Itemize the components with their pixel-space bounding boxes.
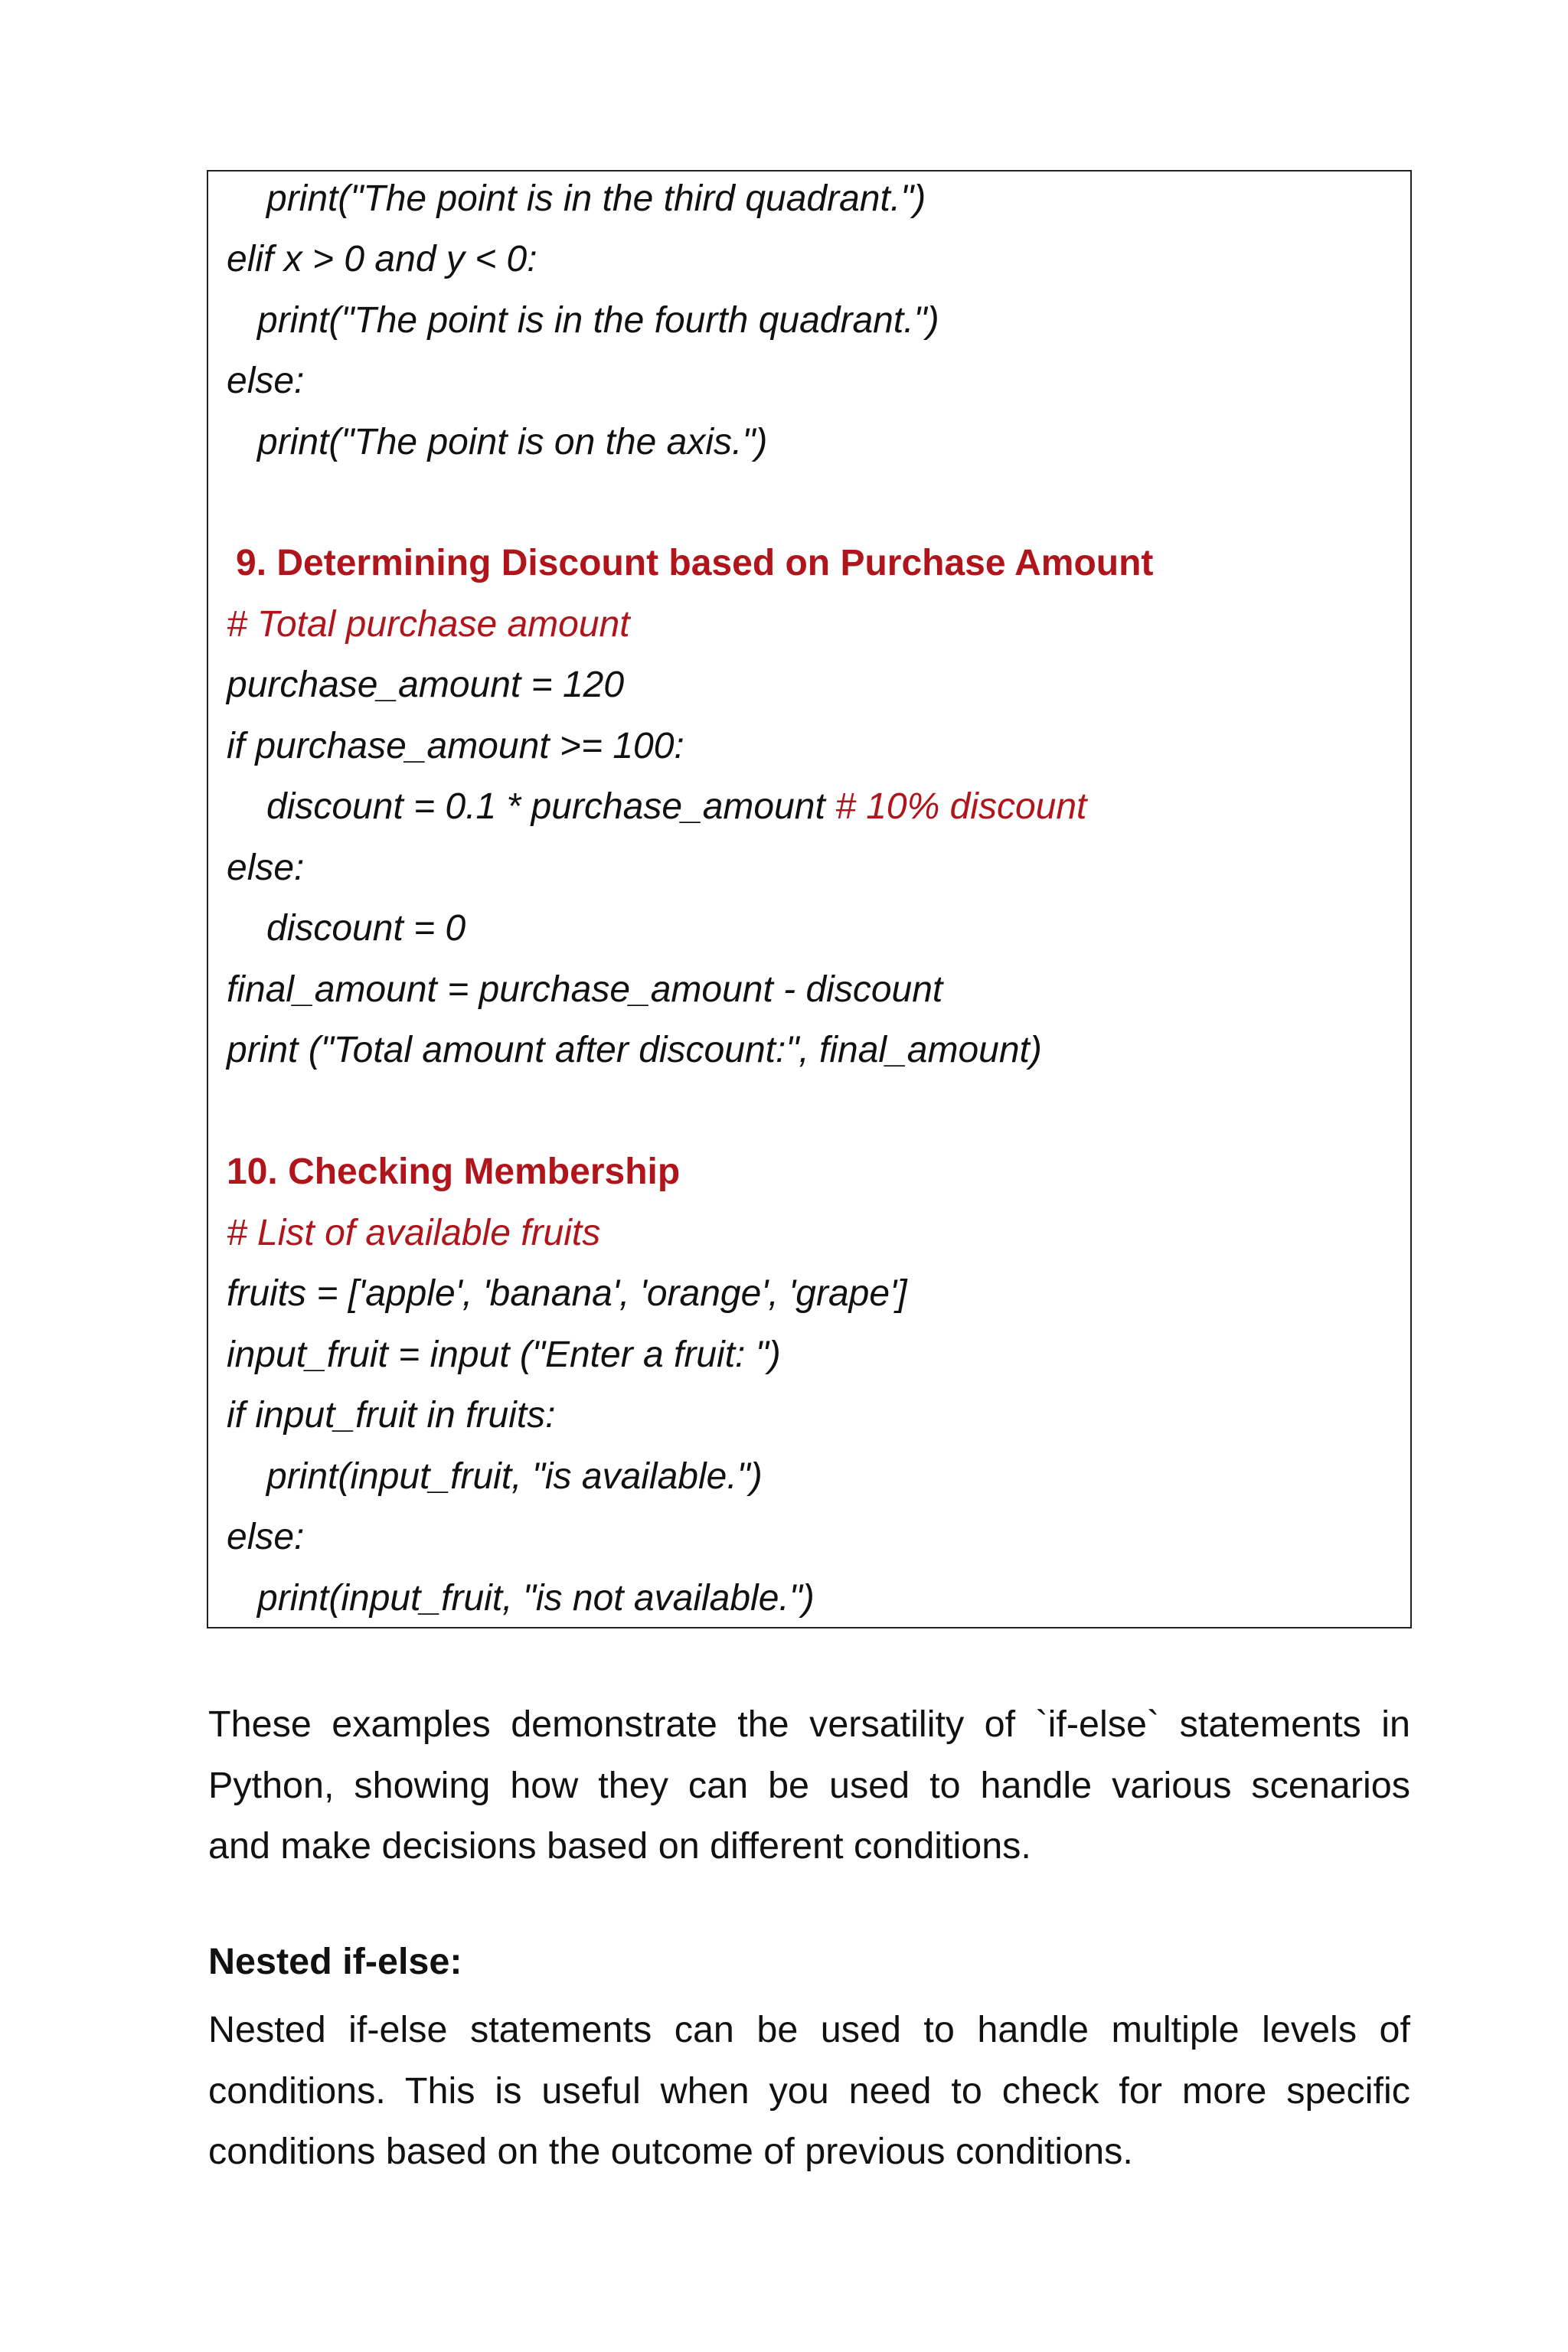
paragraph-line: and make decisions based on different conditions. bbox=[208, 1825, 1031, 1867]
code-comment: # Total purchase amount bbox=[227, 604, 630, 645]
code-line: if input_fruit in fruits: bbox=[227, 1395, 556, 1436]
paragraph-line: Nested if-else statements can be used to handle multiple levels of bbox=[208, 2009, 1410, 2050]
code-line: final_amount = purchase_amount - discount bbox=[227, 969, 943, 1010]
code-line: else: bbox=[227, 361, 305, 401]
nested-paragraph bbox=[208, 2000, 1410, 2183]
inline-comment: # 10% discount bbox=[835, 786, 1087, 827]
section-heading: 9. Determining Discount based on Purchase Amount bbox=[236, 543, 1154, 583]
paragraph-line: These examples demonstrate the versatility of `if-else` statements in bbox=[208, 1704, 1410, 1745]
code-line: print(input_fruit, "is not available.") bbox=[257, 1578, 815, 1619]
nested-heading: Nested if-else: bbox=[208, 1941, 462, 1982]
code-line: if purchase_amount >= 100: bbox=[227, 726, 684, 766]
code-line: print("The point is in the fourth quadrant.") bbox=[257, 300, 939, 341]
code-comment: # List of available fruits bbox=[227, 1213, 601, 1253]
code-line: discount = 0 bbox=[266, 908, 466, 949]
paragraph-line: conditions. This is useful when you need to check for more specific bbox=[208, 2069, 1410, 2112]
section-heading: 10. Checking Membership bbox=[227, 1152, 681, 1192]
paragraph-line: conditions based on the outcome of previous conditions. bbox=[208, 2131, 1133, 2172]
code-line: print(input_fruit, "is available.") bbox=[266, 1456, 763, 1497]
code-line: print ("Total amount after discount:", final_amount) bbox=[227, 1030, 1042, 1070]
summary-paragraph bbox=[208, 1694, 1410, 1877]
code-line: print("The point is in the third quadrant.") bbox=[266, 178, 926, 219]
code-line: elif x > 0 and y < 0: bbox=[227, 239, 537, 279]
code-text: discount = 0.1 * purchase_amount bbox=[266, 786, 825, 827]
code-line: purchase_amount = 120 bbox=[227, 665, 625, 705]
code-line bbox=[266, 784, 1086, 830]
paragraph-line: Python, showing how they can be used to handle various scenarios bbox=[208, 1764, 1410, 1806]
code-line: fruits = ['apple', 'banana', 'orange', 'grape'] bbox=[227, 1273, 907, 1314]
code-line: input_fruit = input ("Enter a fruit: ") bbox=[227, 1334, 781, 1375]
code-line: else: bbox=[227, 1517, 305, 1557]
code-line: print("The point is on the axis.") bbox=[257, 422, 768, 462]
code-line: else: bbox=[227, 848, 305, 888]
